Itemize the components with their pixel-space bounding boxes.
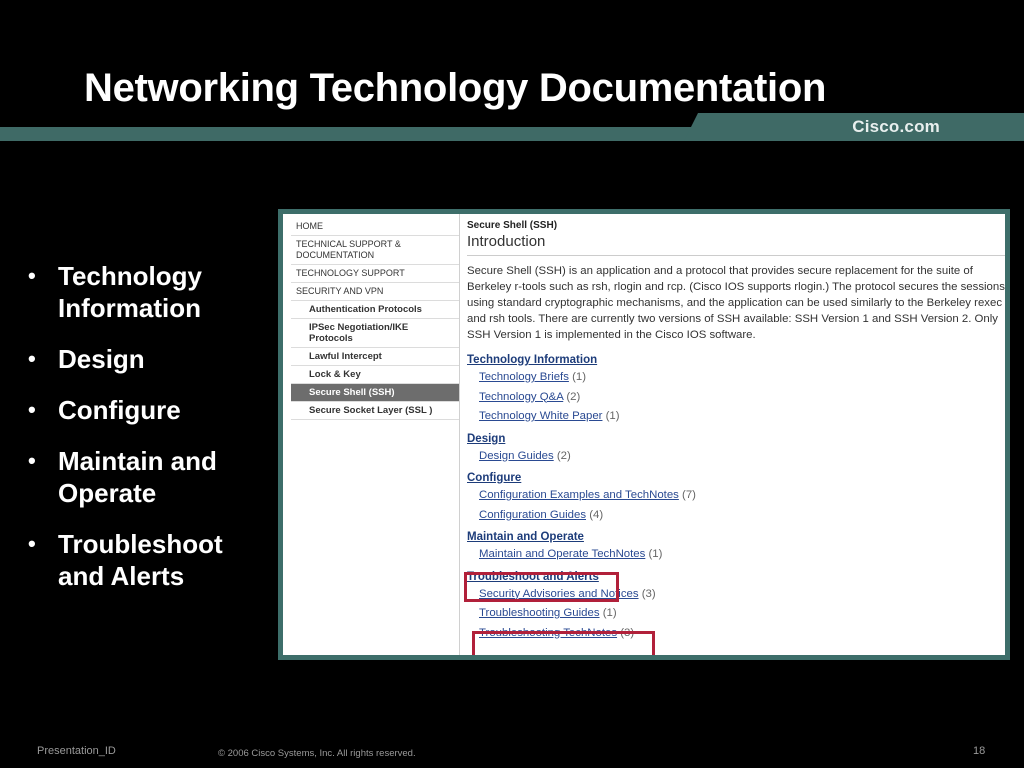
sidebar-item-authentication[interactable]: Authentication Protocols xyxy=(291,301,459,319)
page-heading: Introduction xyxy=(467,233,1007,256)
sidebar-item-technical-support[interactable]: TECHNICAL SUPPORT & DOCUMENTATION xyxy=(291,236,459,265)
bullet-item: • Design xyxy=(28,344,145,374)
breadcrumb: Secure Shell (SSH) xyxy=(467,220,558,231)
link-technology-briefs[interactable]: Technology Briefs (1) xyxy=(479,371,586,383)
bullet-item: • Technology Information xyxy=(28,261,202,323)
link-troubleshooting-guides[interactable]: Troubleshooting Guides (1) xyxy=(479,607,617,619)
link-design-guides[interactable]: Design Guides (2) xyxy=(479,449,571,462)
link-technology-qa[interactable]: Technology Q&A (2) xyxy=(479,390,581,403)
sidebar-item-ssl[interactable]: Secure Socket Layer (SSL ) xyxy=(291,402,459,420)
sidebar-item-technology-support[interactable]: TECHNOLOGY SUPPORT xyxy=(291,265,459,283)
link-configuration-guides[interactable]: Configuration Guides (4) xyxy=(479,508,604,521)
section-troubleshoot-alerts[interactable]: Troubleshoot and Alerts xyxy=(467,570,599,583)
presentation-id: Presentation_ID xyxy=(37,745,116,757)
embedded-screenshot xyxy=(278,209,1010,660)
intro-paragraph: Secure Shell (SSH) is an application and a protocol that provides secure replacement for the suite of Berkeley r-tools such as rsh, rlogin and rcp. (Cisco IOS supports rlogin.) The protocol secures the sessions using standard cryptographic mechanisms, and the application can be used similarly to the Berkeley rexec and rsh tools. There are currently two versions of SSH available: SSH Version 1 and SSH Version 2. Only SSH Version 1 is implemented in the Cisco IOS software. xyxy=(467,265,1005,341)
sidebar-item-home[interactable]: HOME xyxy=(291,218,459,236)
sidebar-item-security-vpn[interactable]: SECURITY AND VPN xyxy=(291,283,459,301)
cisco-logo-text: Cisco.com xyxy=(852,117,940,136)
column-divider xyxy=(459,214,460,655)
sidebar-item-ssh[interactable]: Secure Shell (SSH) xyxy=(291,384,459,402)
sidebar-item-ipsec[interactable]: IPSec Negotiation/IKE Protocols xyxy=(291,319,459,348)
section-technology-information[interactable]: Technology Information xyxy=(467,354,598,366)
bullet-item: • Troubleshoot and Alerts xyxy=(28,529,223,591)
bullet-item: • Maintain and Operate xyxy=(28,446,217,508)
sidebar-item-lock-key[interactable]: Lock & Key xyxy=(291,366,459,384)
section-design[interactable]: Design xyxy=(467,432,506,445)
sidebar-item-lawful-intercept[interactable]: Lawful Intercept xyxy=(291,348,459,366)
bullet-item: • Configure xyxy=(28,395,181,425)
slide-title: Networking Technology Documentation xyxy=(84,66,827,110)
highlight-troubleshoot-alerts xyxy=(464,572,619,602)
section-configure[interactable]: Configure xyxy=(467,472,522,484)
link-technology-white-paper[interactable]: Technology White Paper (1) xyxy=(479,410,620,422)
section-maintain-operate[interactable]: Maintain and Operate xyxy=(467,531,584,543)
sidebar-nav xyxy=(291,218,459,420)
bullet-list xyxy=(28,260,268,611)
link-configuration-examples[interactable]: Configuration Examples and TechNotes (7) xyxy=(479,489,696,501)
link-security-advisories[interactable]: Security Advisories and Notices (3) xyxy=(479,587,656,600)
copyright-notice: © 2006 Cisco Systems, Inc. All rights reserved. xyxy=(218,748,416,759)
highlight-troubleshooting-technotes xyxy=(472,631,655,660)
link-maintain-operate-technotes[interactable]: Maintain and Operate TechNotes (1) xyxy=(479,548,663,560)
link-troubleshooting-technotes[interactable]: Troubleshooting TechNotes (3) xyxy=(479,626,635,639)
page-number: 18 xyxy=(973,745,986,757)
